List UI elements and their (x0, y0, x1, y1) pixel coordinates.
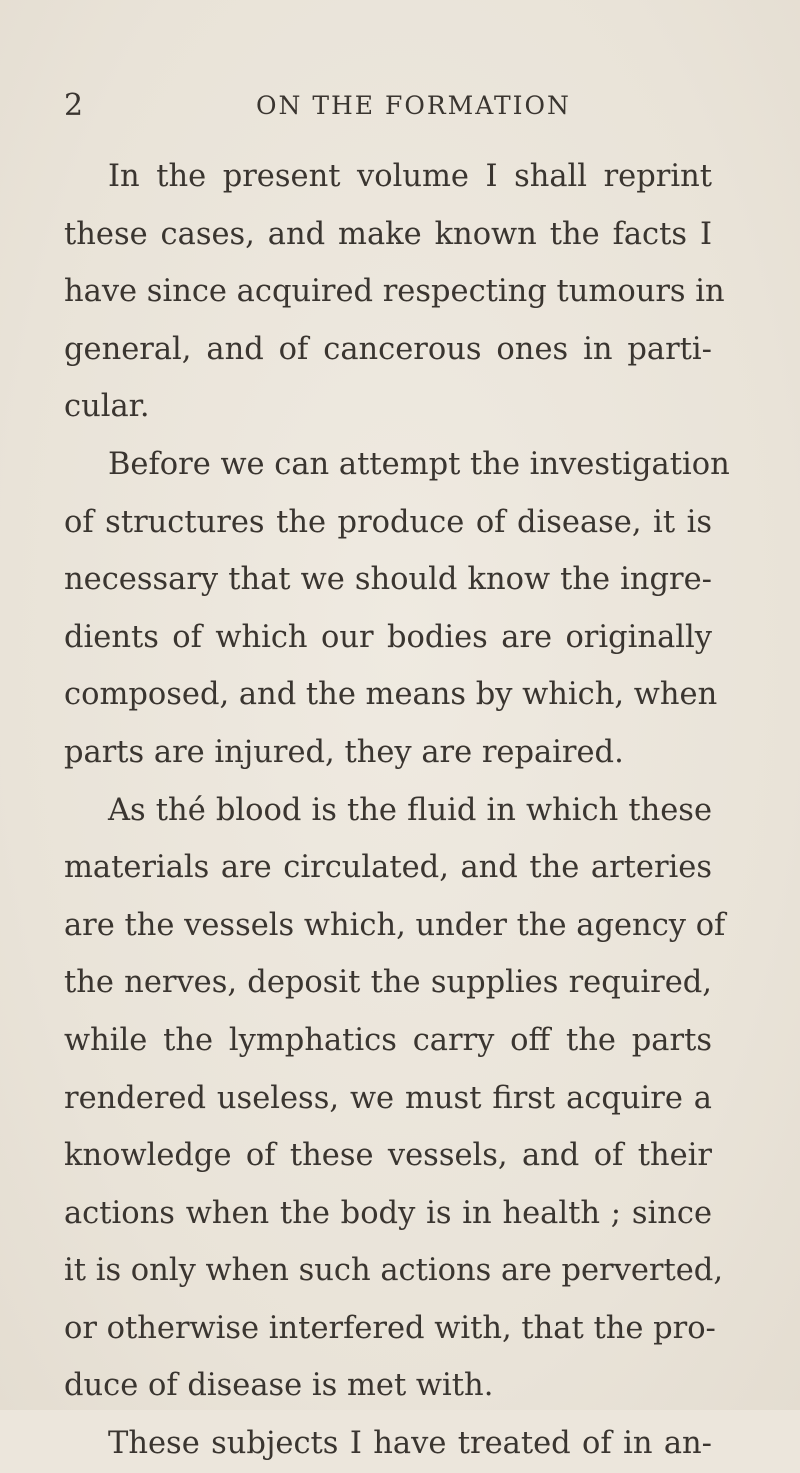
text-line: these cases, and make known the facts I (64, 216, 712, 252)
page-number: 2 (64, 88, 84, 123)
text-line: duce of disease is met with. (64, 1368, 494, 1404)
text-line: while the lymphatics carry off the parts (64, 1022, 712, 1058)
text-line: it is only when such actions are perverted, (64, 1253, 724, 1289)
text-line: general, and of cancerous ones in parti- (64, 331, 712, 367)
text-line: rendered useless, we must first acquire a (64, 1080, 712, 1116)
text-line: have since acquired respecting tumours in (64, 274, 725, 310)
text-line: actions when the body is in health ; since (64, 1195, 712, 1231)
text-line: composed, and the means by which, when (64, 677, 718, 713)
text-line: knowledge of these vessels, and of their (64, 1138, 712, 1174)
text-line: necessary that we should know the ingre- (64, 562, 712, 598)
text-line: are the vessels which, under the agency of (64, 907, 726, 943)
text-line: or otherwise interfered with, that the pro- (64, 1310, 716, 1346)
body-text (64, 148, 730, 1473)
text-line: In the present volume I shall reprint (108, 159, 712, 194)
text-line: parts are injured, they are repaired. (64, 734, 624, 770)
text-line: cular. (64, 389, 150, 425)
text-line: the nerves, deposit the supplies required, (64, 965, 712, 1001)
text-line: dients of which our bodies are originally (64, 619, 712, 655)
text-line: of structures the produce of disease, it is (64, 504, 712, 540)
text-line: Before we can attempt the investigation (108, 446, 730, 482)
running-head: ON THE FORMATION (256, 91, 571, 120)
text-line: materials are circulated, and the arteries (64, 850, 712, 886)
text-line: These subjects I have treated of in an- (108, 1426, 712, 1462)
page-header (64, 86, 744, 126)
text-line: As thé blood is the fluid in which these (108, 792, 712, 828)
